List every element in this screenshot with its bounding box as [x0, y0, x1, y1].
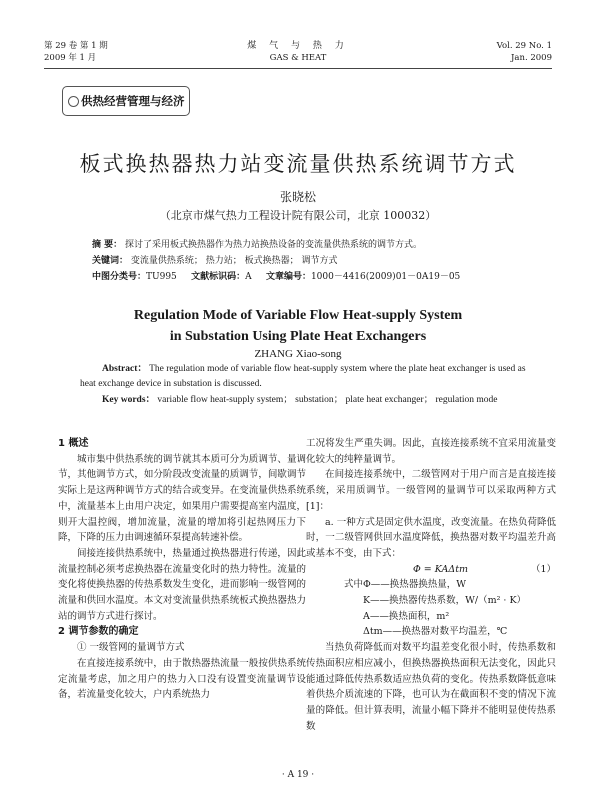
header-rule	[44, 68, 552, 69]
author-cn: 张晓松	[279, 190, 316, 204]
subsection-heading: ① 一级管网的量调节方式	[77, 642, 185, 654]
affiliation-cn: （北京市煤气热力工程设计院有限公司，北京 100032）	[159, 209, 437, 222]
page-number: · A 19 ·	[281, 770, 315, 780]
header-volume: 第 29 卷 第 1 期 2009 年 1 月	[44, 41, 108, 63]
abstract-cn: 摘 要： 探讨了采用板式换热器作为热力站换热设备的变流量供热系统的调节方式。	[92, 240, 423, 250]
equation-1: Φ = KAΔtm （1）	[306, 562, 556, 578]
body-left-column	[58, 436, 306, 703]
section-heading-1: 1 概述	[58, 438, 89, 449]
paragraph: 在直接连接系统中，由于散热器热流量一般按供热系统定流量考虑，加之用户的热力入口没有设置变流量调节设备，若流量变化较大，户内系统热力	[58, 657, 306, 701]
body-right-column	[306, 436, 556, 734]
abstract-en: Abstract： The regulation mode of variable flow heat-supply system where the plate heat exchanger is used as heat exchange device in substation is discussed.	[80, 364, 526, 389]
definition-line: A——换热面积，m²	[363, 610, 450, 622]
paragraph: a. 一种方式是固定供水温度，改变流量。在热负荷降低时，一二级管网供回水温度降低，换热器对数平均温差升高或基本不变，由下式：	[306, 516, 556, 559]
paragraph: 工况将发生严重失调。因此，直接连接系统不宜采用流量变化较大的纯粹量调节。	[306, 438, 556, 465]
title-en: Regulation Mode of Variable Flow Heat-supply System in Substation Using Plate Heat Exchangers	[133, 308, 463, 344]
header-volume-en: Vol. 29 No. 1 Jan. 2009	[496, 41, 552, 63]
paragraph: 在间接连接系统中，二级管网对于用户而言是直接连接系统，采用质调节。一级管网的量调节可以采取两种方式[1]：	[306, 469, 556, 512]
column-tag: 供热经营管理与经济	[62, 86, 190, 116]
paragraph: 城市集中供热系统的调节就其本质可分为质调节、量调节，其他调节方式，如分阶段改变流量的质调节，间歇调节实际上是这两种调节方式的结合或变异。在变流量供热系统中，流量基本上由用户决定，如果用户需要提高室内温度，则开大温控阀，增加流量，流量的增加将引起热网压力下降，下降的压力由调速循环泵提高转速补偿。	[58, 453, 306, 544]
keywords-en: Key words： variable flow heat-supply system； substation； plate heat exchanger； regulation mode	[102, 395, 498, 405]
title-cn: 板式换热器热力站变流量供热系统调节方式	[79, 152, 517, 176]
author-en: ZHANG Xiao-song	[254, 348, 342, 360]
definition-line: Δtm——换热器对数平均温差，℃	[363, 626, 508, 638]
equation-number: （1）	[530, 563, 556, 575]
keywords-cn: 关键词： 变流量供热系统； 热力站； 板式换热器； 调节方式	[92, 256, 338, 266]
definition-line: 式中Φ——换热器换热量，W	[344, 579, 467, 591]
header-journal: 煤 气 与 热 力 GAS & HEAT	[247, 41, 349, 63]
running-header	[44, 40, 552, 70]
section-heading-2: 2 调节参数的确定	[58, 626, 139, 638]
definition-line: K——换热器传热系数，W/（m² · K）	[363, 595, 527, 607]
paragraph: 间接连接供热系统中，热量通过换热器进行传递，因此流量控制必须考虑换热器在流量变化时的热力特性。流量的变化将使换热器的传热系数发生变化，进而影响一级管网的流量和供回水温度。本文对变流量供热系统板式换热器热力站的调节方式进行探讨。	[58, 547, 306, 622]
classification: 中图分类号：TU995 文献标识码：A 文章编号：1000－4416(2009)01－0A19－05	[92, 272, 461, 282]
paragraph: 当热负荷降低而对数平均温差变化很小时，传热系数和传热面积应相应减小，但换热器换热面积无法变化，因此只能通过降低传热系数适应热负荷的变化。传热系数降低意味着供热介质流速的下降，也可认为在截面积不变的情况下流量的降低。但计算表明，流量小幅下降并不能明显使传热系数	[306, 642, 556, 732]
